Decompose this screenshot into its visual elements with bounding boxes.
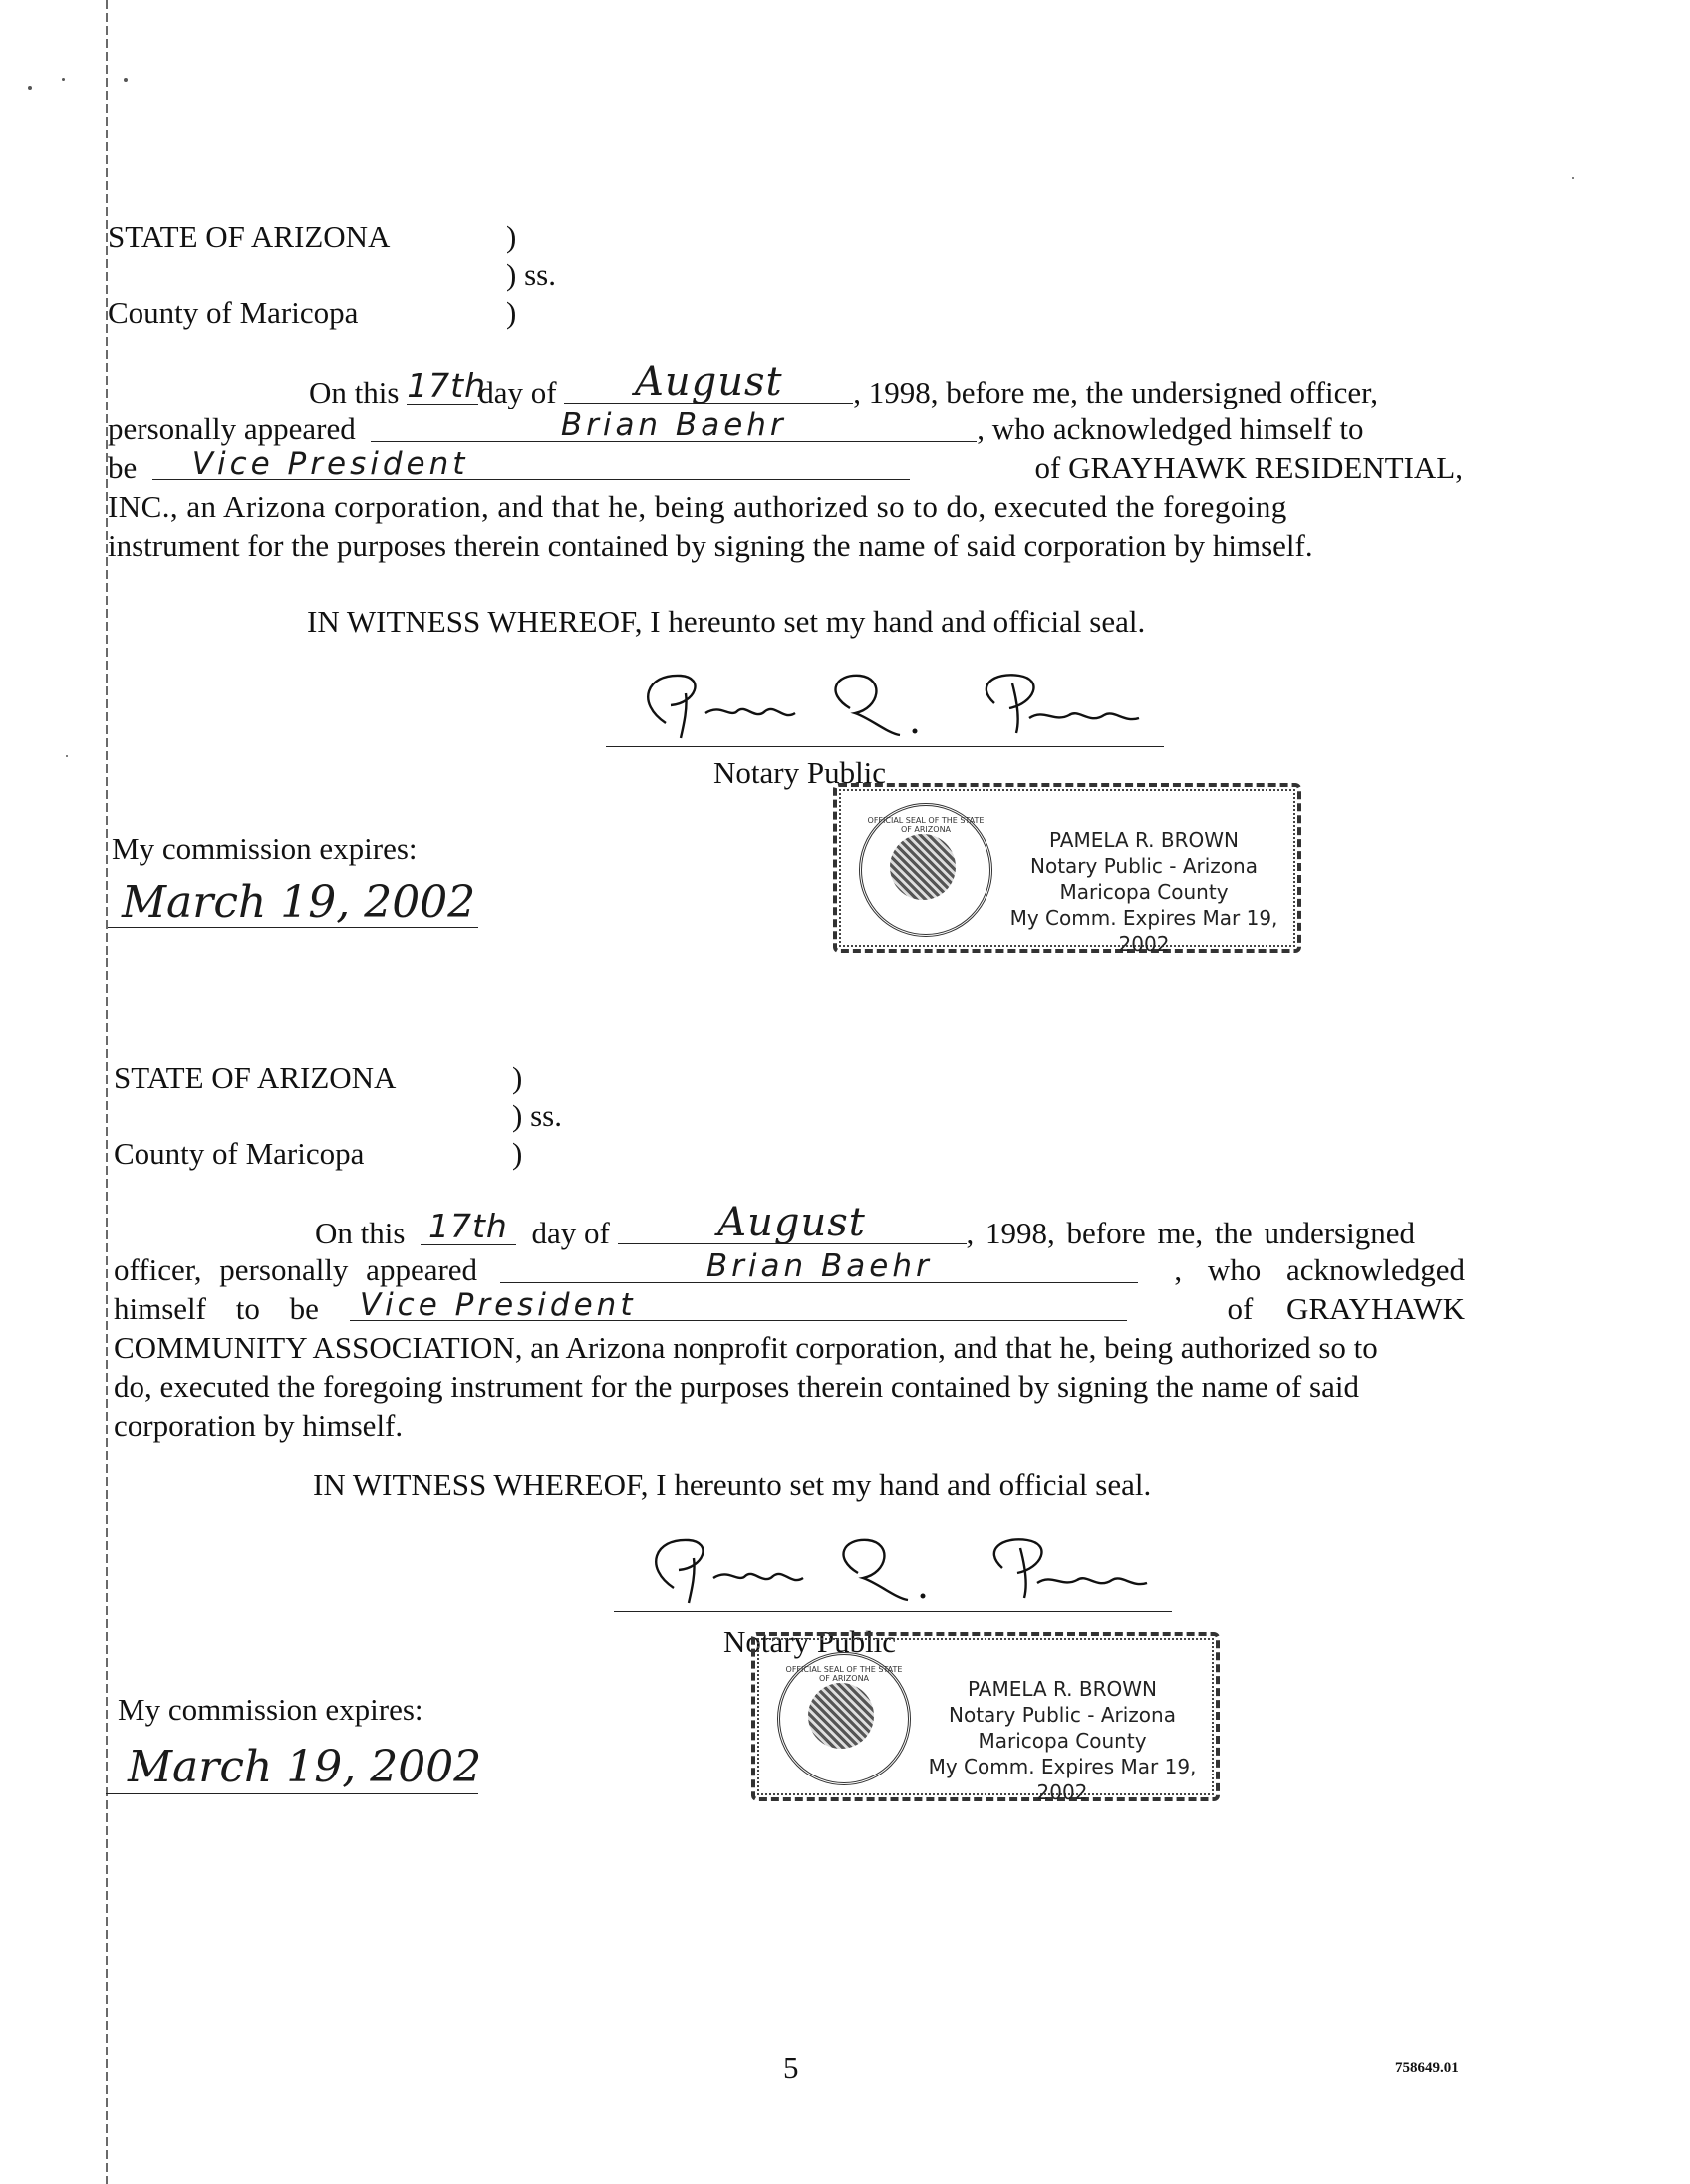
page-number: 5 [783, 2050, 799, 2085]
title-field [152, 448, 910, 480]
venue-county: County of Maricopa [114, 1136, 365, 1171]
venue-ss: ) ss. [506, 257, 556, 292]
notary-seal [751, 1632, 1220, 1804]
venue-state: STATE OF ARIZONA [114, 1060, 397, 1095]
officer-text: officer, personally appeared [114, 1252, 478, 1287]
para-line-3 [114, 1289, 1465, 1328]
seal-expiry: My Comm. Expires Mar 19, 2002 [928, 1755, 1197, 1804]
day-handwritten: 17th [407, 366, 487, 405]
body-text: COMMUNITY ASSOCIATION, an Arizona nonprofit corporation, and that he, being authorized so to [114, 1330, 1378, 1365]
name-handwritten: Brian Baehr [560, 408, 787, 443]
notary-public-label: Notary Public [713, 755, 887, 790]
venue-paren: ) [512, 1136, 523, 1171]
company-text: of GRAYHAWK [1227, 1291, 1465, 1326]
venue-ss: ) ss. [512, 1098, 562, 1133]
month-field [564, 359, 853, 405]
venue-paren: ) [512, 1060, 523, 1095]
body-text: instrument for the purposes therein contained by signing the name of said corporation by himself. [108, 528, 1313, 563]
commission-date-handwritten: March 19, 2002 [128, 1742, 482, 1792]
para-line-6 [114, 1406, 1465, 1445]
para-line-3 [108, 448, 1463, 487]
para-line-1 [108, 359, 1463, 410]
para-line-1 [114, 1200, 1465, 1250]
year-text: , 1998, before me, the undersigned officer, [853, 375, 1379, 410]
seal-emblem [859, 803, 992, 937]
para-line-4 [108, 487, 1463, 526]
document-id: 758649.01 [1395, 2060, 1459, 2076]
body-text: corporation by himself. [114, 1408, 404, 1443]
witness-clause: IN WITNESS WHEREOF, I hereunto set my hand and official seal. [313, 1467, 1152, 1502]
notary-signature [634, 1528, 1172, 1618]
seal-ring-text: OFFICIAL SEAL OF THE STATE OF ARIZONA [785, 1665, 903, 1683]
commission-label: My commission expires: [112, 831, 418, 866]
venue-state: STATE OF ARIZONA [108, 219, 391, 254]
venue-paren: ) [506, 295, 517, 330]
commission-label: My commission expires: [118, 1692, 423, 1727]
acknowledgment-paragraph [114, 1200, 1465, 1445]
para-line-2 [108, 410, 1463, 448]
para-line-4 [114, 1328, 1465, 1367]
notary-seal [833, 783, 1301, 956]
para-line-2 [114, 1250, 1465, 1289]
notary-signature-block [614, 1528, 1172, 1659]
scan-speck [28, 86, 32, 90]
seal-county: Maricopa County [978, 1729, 1147, 1753]
name-field [371, 410, 977, 442]
name-field [500, 1250, 1138, 1283]
seal-text [994, 827, 1293, 956]
month-field [618, 1200, 967, 1245]
day-field [407, 366, 487, 405]
para-line-5 [108, 526, 1463, 565]
title-handwritten: Vice President [359, 1287, 637, 1323]
himself-text: himself to be [114, 1291, 319, 1326]
company-text: of GRAYHAWK RESIDENTIAL, [1034, 450, 1463, 485]
personally-appeared-text: personally appeared [108, 411, 356, 446]
day-of-text: day of [531, 1216, 610, 1250]
seal-emblem [777, 1652, 911, 1785]
seal-county: Maricopa County [1059, 880, 1229, 904]
seal-name: PAMELA R. BROWN [1049, 828, 1239, 852]
be-text: be [108, 450, 138, 485]
signature-line [614, 1611, 1172, 1612]
acknowledged-text: , who acknowledged [1174, 1252, 1465, 1287]
title-handwritten: Vice President [191, 446, 469, 482]
seal-expiry: My Comm. Expires Mar 19, 2002 [1009, 906, 1278, 956]
scan-speck [66, 755, 68, 757]
notary-signature-block [606, 664, 1164, 790]
witness-clause: IN WITNESS WHEREOF, I hereunto set my hand and official seal. [307, 604, 1146, 639]
seal-title: Notary Public - Arizona [1030, 854, 1258, 878]
seal-ring-text: OFFICIAL SEAL OF THE STATE OF ARIZONA [867, 816, 985, 834]
month-handwritten: August [634, 359, 783, 405]
scan-speck [1572, 177, 1574, 179]
body-text: do, executed the foregoing instrument for the purposes therein contained by signing the name of said [114, 1369, 1359, 1404]
seal-emblem-center [890, 834, 956, 900]
on-this-text: On this [315, 1216, 406, 1250]
seal-text [913, 1676, 1212, 1805]
scan-speck [124, 78, 128, 82]
signature-line [606, 746, 1164, 747]
para-line-5 [114, 1367, 1465, 1406]
scan-speck [62, 78, 65, 81]
commission-date-handwritten: March 19, 2002 [122, 877, 476, 928]
day-handwritten: 17th [428, 1207, 508, 1245]
venue-block [108, 219, 705, 339]
venue-paren: ) [506, 219, 517, 254]
seal-emblem-center [808, 1683, 874, 1749]
notary-public-label: Notary Public [723, 1624, 897, 1659]
acknowledged-text: , who acknowledged himself to [977, 411, 1364, 446]
acknowledgment-paragraph [108, 359, 1463, 565]
venue-county: County of Maricopa [108, 295, 359, 330]
year-text: , 1998, before me, the undersigned [966, 1216, 1415, 1250]
name-handwritten: Brian Baehr [705, 1248, 933, 1284]
title-field [350, 1289, 1127, 1321]
venue-block [114, 1060, 711, 1180]
day-of-text: day of [478, 375, 557, 410]
on-this-text: On this [309, 375, 400, 410]
month-handwritten: August [717, 1200, 866, 1245]
seal-title: Notary Public - Arizona [949, 1703, 1176, 1727]
commission-date-line [106, 1793, 478, 1794]
acknowledgment-1 [108, 219, 1463, 976]
acknowledgment-2 [114, 1060, 1469, 1857]
day-field [421, 1207, 516, 1245]
body-text: INC., an Arizona corporation, and that he, being authorized so to do, executed the foregoing [108, 489, 1287, 524]
seal-name: PAMELA R. BROWN [968, 1677, 1157, 1701]
notary-signature [626, 664, 1164, 753]
